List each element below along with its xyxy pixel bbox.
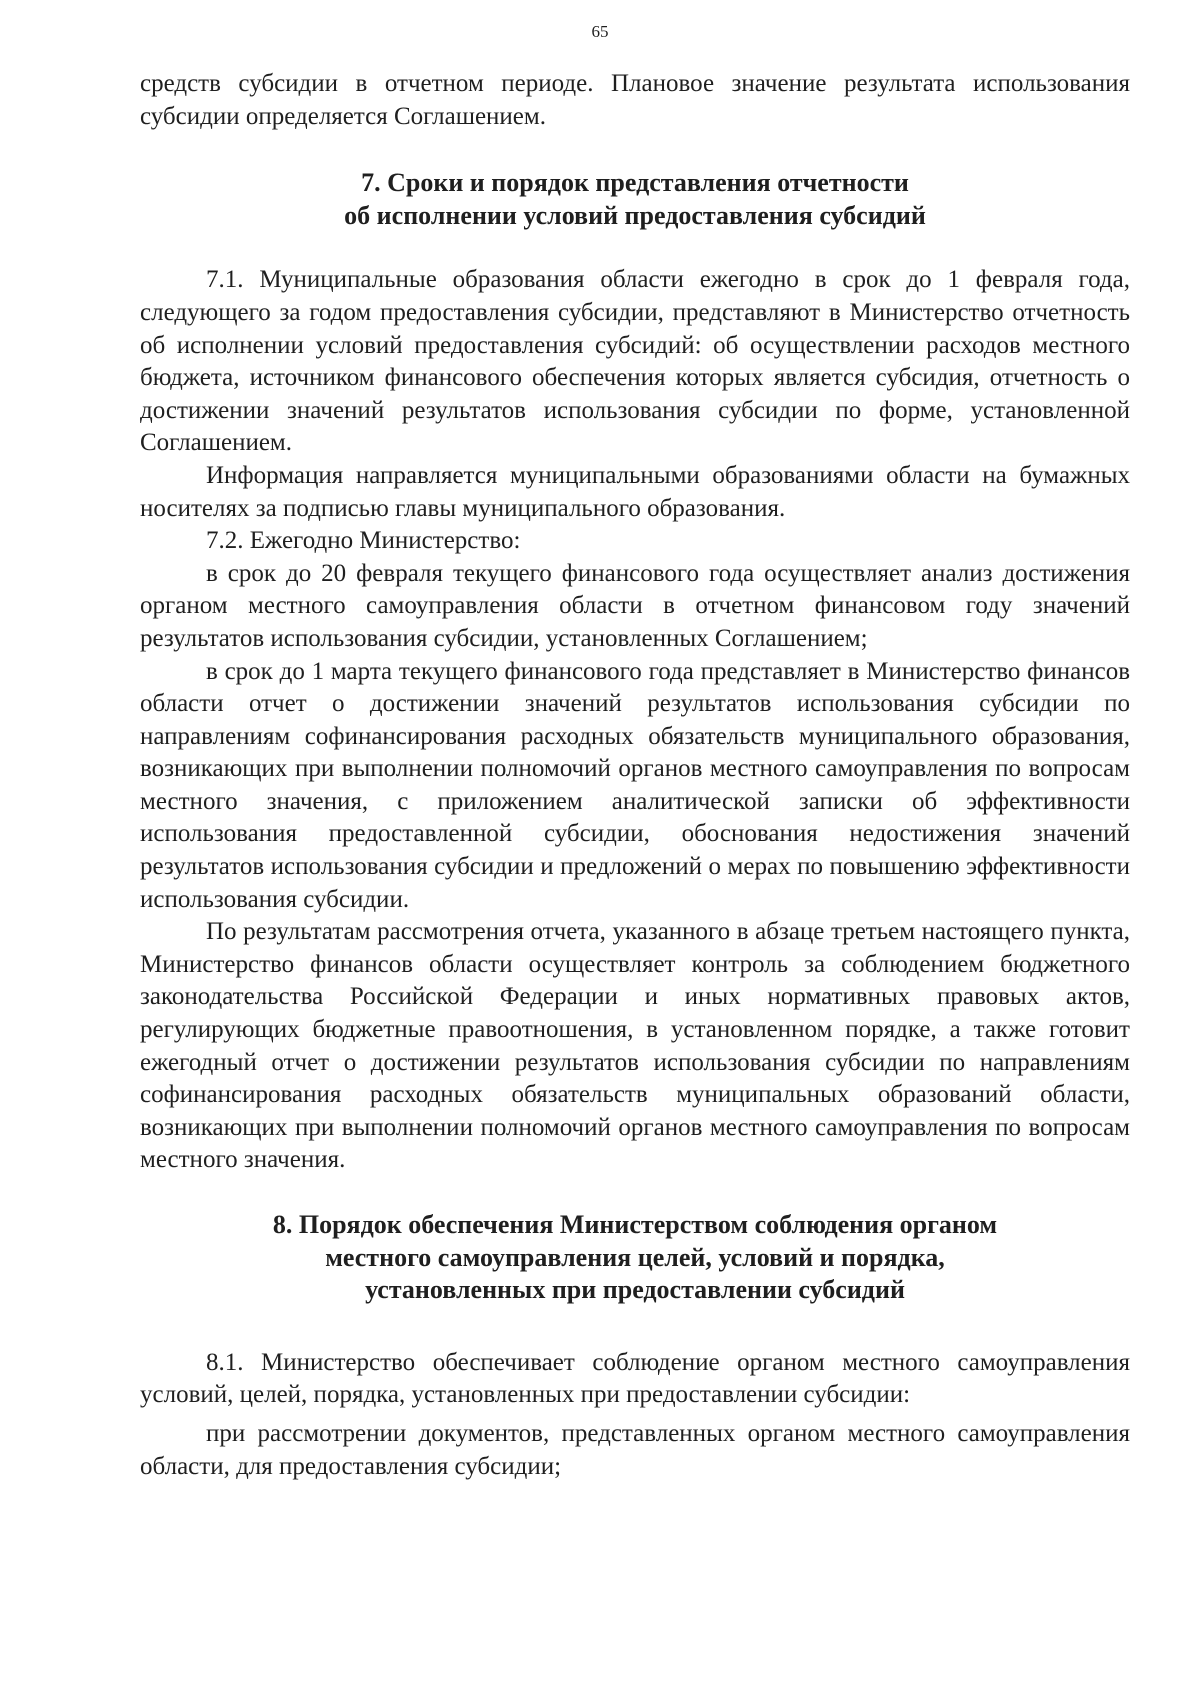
paragraph-deadline-mar-1: в срок до 1 марта текущего финансового года представляет в Министерство финансов области отчет о достижении значений результатов использования субсидии по направлениям софинансирования расходных обязательств муниципального образования, возникающих при выполнении полномочий органов местного самоуправления по вопросам местного значения, с приложением аналитической записки об эффективности использования предоставленной субсидии, обоснования недостижения значений результатов использования субсидии и предложений о мерах по повышению эффективности использования субсидии. <box>140 657 1130 913</box>
section-8-heading <box>140 1209 1130 1307</box>
paragraph-report-review: По результатам рассмотрения отчета, указанного в абзаце третьем настоящего пункта, Министерство финансов области осуществляет контроль за соблюдением бюджетного законодательства Российской Федерации и иных нормативных правовых актов, регулирующих бюджетные правоотношения, в установленном порядке, а также готовит ежегодный отчет о достижении результатов использования субсидии по направлениям софинансирования расходных обязательств муниципальных образований области, возникающих при выполнении полномочий органов местного самоуправления по вопросам местного значения. <box>140 918 1130 1174</box>
paragraph-7-2: 7.2. Ежегодно Министерство: <box>206 527 521 555</box>
paragraph-documents-review: при рассмотрении документов, представленных органом местного самоуправления области, для предоставления субсидии; <box>140 1419 1130 1480</box>
opening-paragraph: средств субсидии в отчетном периоде. Плановое значение результата использования субсидии определяется Соглашением. <box>140 70 1130 130</box>
section-7-heading-line-1: 7. Сроки и порядок представления отчетности <box>361 168 909 198</box>
paragraph-information: Информация направляется муниципальными образованиями области на бумажных носителях за подписью главы муниципального образования. <box>140 461 1130 522</box>
section-8-heading-line-1: 8. Порядок обеспечения Министерством соблюдения органом <box>272 1210 998 1239</box>
paragraph-8-1: 8.1. Министерство обеспечивает соблюдение органом местного самоуправления условий, целей, порядка, установленных при предоставлении субсидии: <box>140 1348 1130 1409</box>
section-7-heading-line-2: об исполнении условий предоставления субсидий <box>344 200 926 230</box>
page-number: 65 <box>591 22 609 41</box>
paragraph-7-1: 7.1. Муниципальные образования области ежегодно в срок до 1 февраля года, следующего за годом предоставления субсидии, представляют в Министерство отчетность об исполнении условий предоставления субсидий: об осуществлении расходов местного бюджета, источником финансового обеспечения которых является субсидия, отчетность о достижении значений результатов использования субсидии по форме, установленной Соглашением. <box>140 266 1130 457</box>
section-7-heading <box>140 167 1130 232</box>
paragraph-deadline-feb-20: в срок до 20 февраля текущего финансового года осуществляет анализ достижения органом местного самоуправления области в отчетном финансовом году значений результатов использования субсидии, установленных Соглашением; <box>140 559 1130 652</box>
document-body <box>140 68 1130 1483</box>
section-8-heading-line-2: местного самоуправления целей, условий и порядка, <box>325 1242 945 1272</box>
section-8-heading-line-3: установленных при предоставлении субсидий <box>365 1275 905 1305</box>
